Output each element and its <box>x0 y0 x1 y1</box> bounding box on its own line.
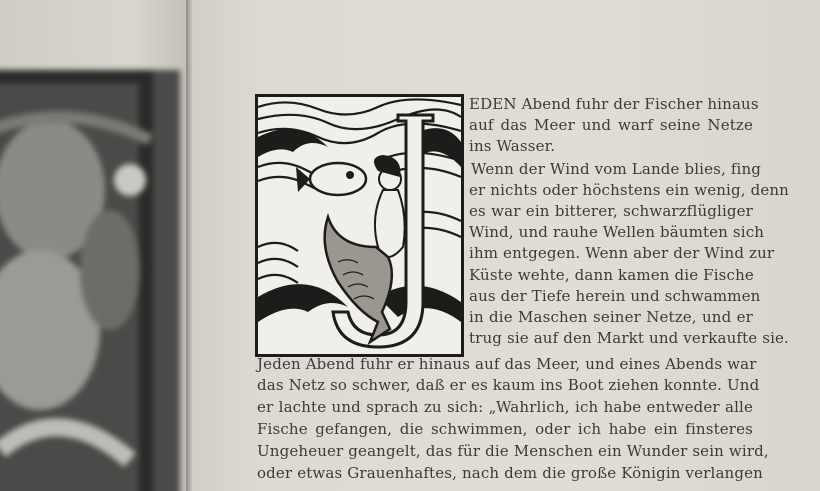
text-line: das Netz so schwer, daß er es kaum ins Boot ziehen konnte. Und <box>257 376 760 394</box>
text-line: Ungeheuer geangelt, das für die Menschen ein Wunder sein wird, <box>257 442 769 460</box>
right-page <box>192 0 820 491</box>
text-line: er nichts oder höchstens ein wenig, denn <box>469 181 789 199</box>
text-line: Wenn der Wind vom Lande blies, fing <box>471 160 762 178</box>
text-line: auf das Meer und warf seine Netze <box>469 116 753 134</box>
text-line: aus der Tiefe herein und schwammen <box>469 287 761 305</box>
text-line: Wind, und rauhe Wellen bäumten sich <box>469 223 765 241</box>
text-line: ihm entgegen. Wenn aber der Wind zur <box>469 244 775 262</box>
text-line: ins Wasser. <box>469 137 556 155</box>
decorated-initial <box>258 97 461 354</box>
text-line: trug sie auf den Markt und verkaufte sie. <box>469 329 789 347</box>
text-line: Fische gefangen, die schwimmen, oder ich habe ein finsteres <box>257 420 753 438</box>
mermaid-illustration <box>258 97 461 354</box>
text-line: Küste wehte, dann kamen die Fische <box>469 266 754 284</box>
left-page <box>0 0 188 491</box>
text-line: EDEN Abend fuhr der Fischer hinaus <box>469 95 759 113</box>
text-line: Jeden Abend fuhr er hinaus auf das Meer, und eines Abends war <box>257 355 757 373</box>
text-line: er lachte und sprach zu sich: „Wahrlich, ich habe entweder alle <box>257 398 753 416</box>
text-line: in die Maschen seiner Netze, und er <box>469 308 753 326</box>
text-line: es war ein bitterer, schwarzflügliger <box>469 202 753 220</box>
blurred-illustration <box>0 70 180 491</box>
text-line: oder etwas Grauenhaftes, nach dem die große Königin verlangen <box>257 464 763 482</box>
